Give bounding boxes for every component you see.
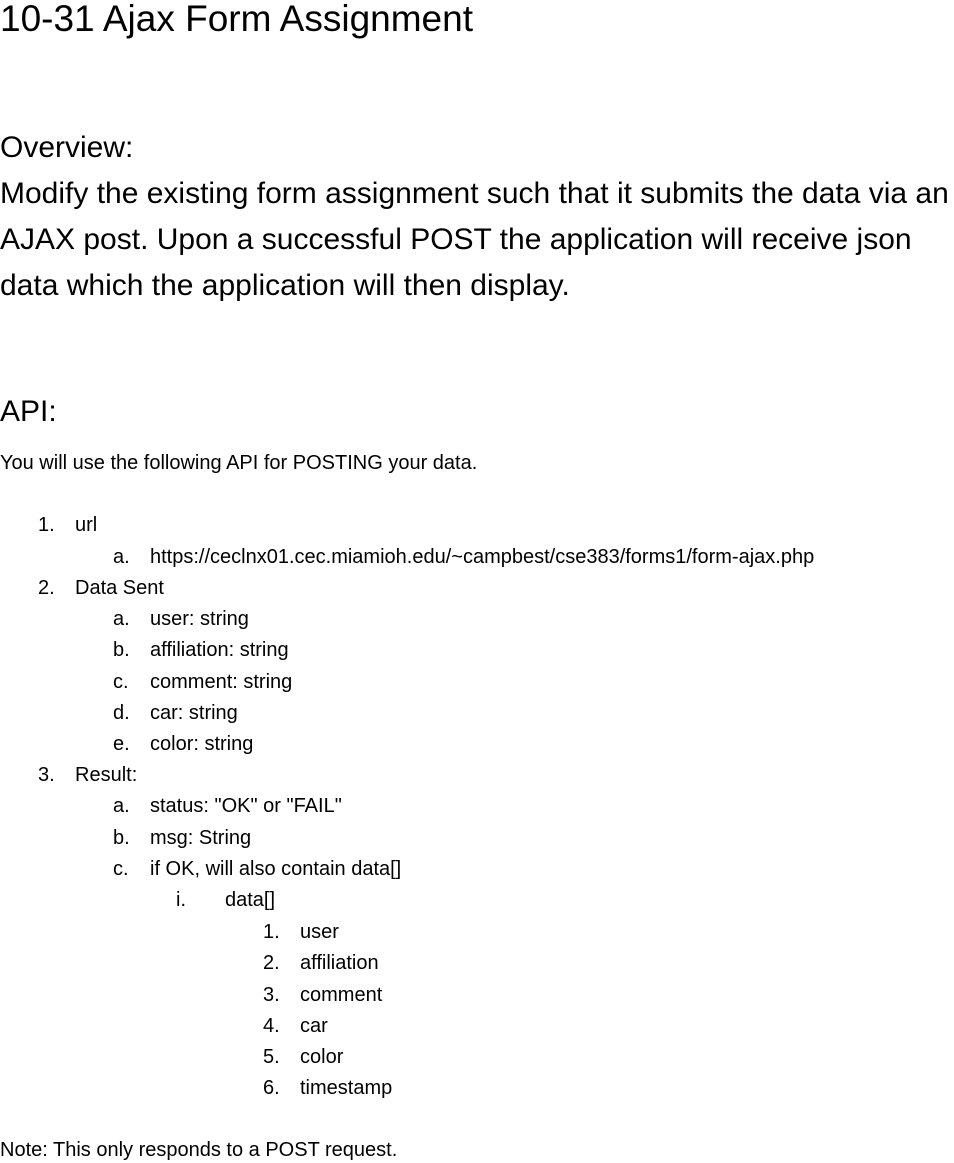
api-heading: API: — [0, 395, 57, 428]
list-item-label: car: string — [150, 702, 238, 724]
list-marker: a. — [113, 795, 130, 817]
list-item-label: car — [300, 1015, 328, 1037]
list-marker: 5. — [263, 1046, 280, 1068]
list-marker: i. — [176, 889, 186, 911]
list-marker: 4. — [263, 1015, 280, 1037]
list-marker: e. — [113, 733, 130, 755]
list-item-label: comment — [300, 984, 383, 1006]
list-item-label: Result: — [75, 764, 138, 786]
overview-text: Modify the existing form assignment such that it submits the data via an AJAX post. Upon a successful POST the application will receive json data which the application will then display. — [0, 177, 949, 302]
list-item-label: if OK, will also contain data[] — [150, 858, 402, 880]
list-item-label: affiliation: string — [150, 639, 289, 661]
list-marker: a. — [113, 546, 130, 568]
page-title: 10-31 Ajax Form Assignment — [0, 0, 473, 39]
list-item-label: timestamp — [300, 1077, 393, 1099]
list-marker: 3. — [263, 984, 280, 1006]
note-text: Note: This only responds to a POST request. — [0, 1139, 398, 1161]
list-marker: 2. — [263, 952, 280, 974]
list-marker: b. — [113, 639, 130, 661]
list-marker: 2. — [38, 577, 55, 599]
list-marker: 3. — [38, 764, 55, 786]
list-item-label: msg: String — [150, 827, 252, 849]
list-item-label: affiliation — [300, 952, 379, 974]
list-item-label: comment: string — [150, 671, 293, 693]
list-item-label: color: string — [150, 733, 254, 755]
list-marker: c. — [113, 858, 129, 880]
overview-heading: Overview: — [0, 131, 134, 164]
list-item-label: Data Sent — [75, 577, 164, 599]
list-item-label: user: string — [150, 608, 249, 630]
list-marker: c. — [113, 671, 129, 693]
list-marker: 1. — [263, 921, 280, 943]
list-item-label: status: "OK" or "FAIL" — [150, 795, 342, 817]
list-item-label: data[] — [225, 889, 276, 911]
list-marker: d. — [113, 702, 130, 724]
api-intro: You will use the following API for POSTING your data. — [0, 452, 478, 474]
list-item-label: user — [300, 921, 339, 943]
list-item-label: url — [75, 514, 98, 536]
list-item-label: color — [300, 1046, 344, 1068]
list-marker: 6. — [263, 1077, 280, 1099]
api-url-text: https://ceclnx01.cec.miamioh.edu/~campbest/cse383/forms1/form-ajax.php — [150, 546, 815, 568]
list-marker: 1. — [38, 514, 55, 536]
list-marker: b. — [113, 827, 130, 849]
list-marker: a. — [113, 608, 130, 630]
